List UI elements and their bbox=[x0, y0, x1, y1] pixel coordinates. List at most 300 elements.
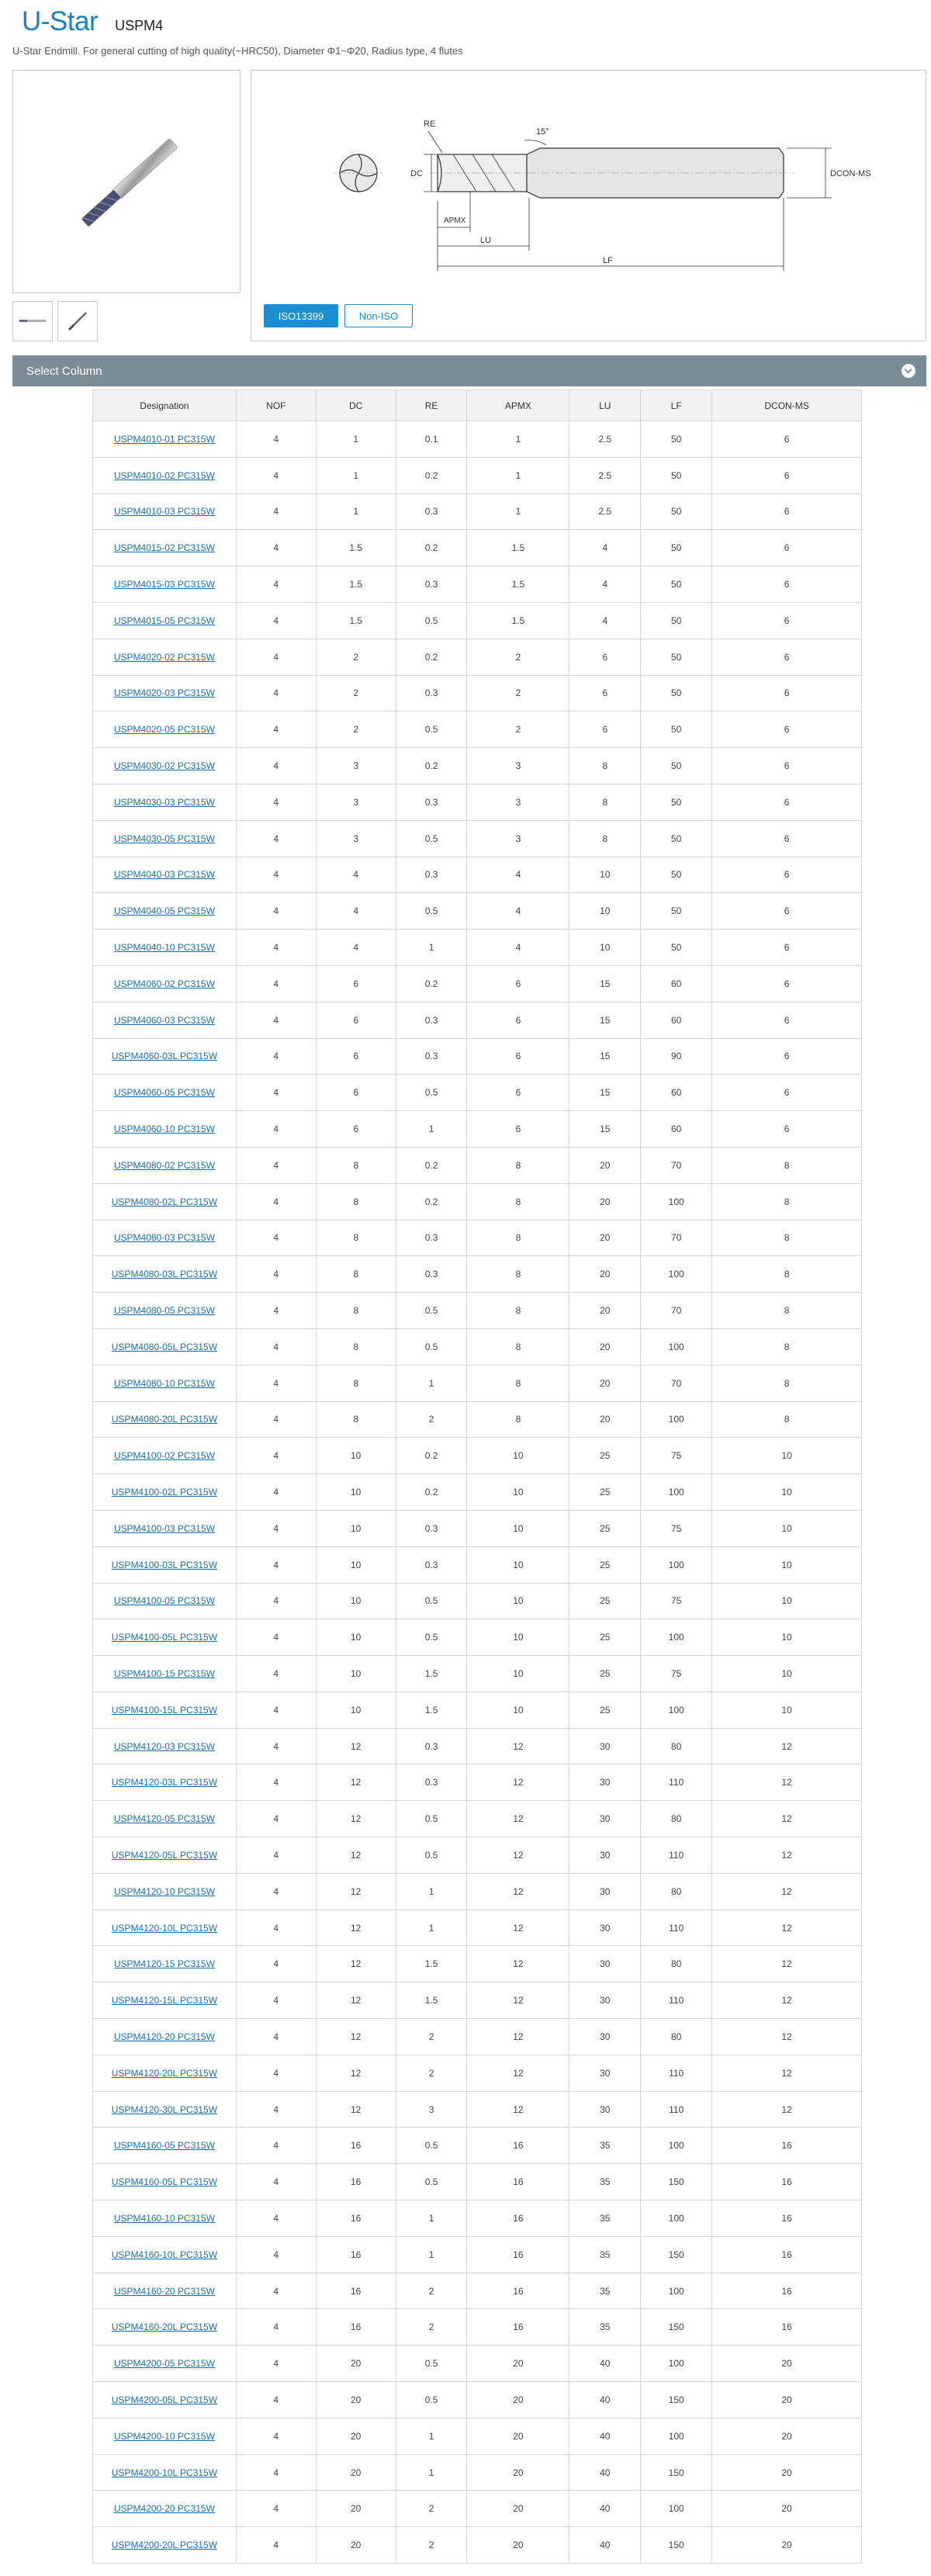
table-row bbox=[93, 1728, 862, 1764]
cell-nof: 4 bbox=[236, 1147, 316, 1183]
cell-lu: 35 bbox=[569, 2273, 641, 2309]
select-column-bar[interactable] bbox=[12, 355, 926, 386]
designation-link[interactable]: USPM4200-05 PC315W bbox=[113, 2358, 215, 2370]
cell-designation bbox=[93, 1075, 237, 1111]
cell-designation bbox=[93, 675, 237, 712]
table-row bbox=[93, 2273, 862, 2309]
cell-dc: 2 bbox=[316, 712, 396, 748]
cell-dcon-ms: 10 bbox=[712, 1691, 862, 1728]
table-row bbox=[93, 530, 862, 566]
cell-apmx: 10 bbox=[467, 1691, 569, 1728]
label-lf: LF bbox=[603, 256, 613, 265]
cell-dc: 1.5 bbox=[316, 530, 396, 566]
cell-dc: 3 bbox=[316, 748, 396, 784]
cell-nof: 4 bbox=[236, 1619, 316, 1656]
designation-link[interactable]: USPM4120-03 PC315W bbox=[113, 1740, 215, 1752]
cell-lu: 6 bbox=[569, 712, 641, 748]
designation-link[interactable]: USPM4015-03 PC315W bbox=[113, 579, 215, 590]
cell-lf: 90 bbox=[641, 1038, 712, 1075]
cell-nof: 4 bbox=[236, 2273, 316, 2309]
cell-lf: 100 bbox=[641, 1474, 712, 1511]
cell-dcon-ms: 6 bbox=[712, 784, 862, 820]
designation-link[interactable]: USPM4020-02 PC315W bbox=[113, 651, 215, 663]
designation-link[interactable]: USPM4080-20L PC315W bbox=[111, 1414, 218, 1425]
cell-apmx: 12 bbox=[467, 2055, 569, 2091]
non-iso-button[interactable]: Non-ISO bbox=[344, 304, 413, 327]
cell-designation bbox=[93, 1546, 237, 1583]
cell-lf: 50 bbox=[641, 748, 712, 784]
table-row bbox=[93, 421, 862, 458]
cell-designation bbox=[93, 1656, 237, 1692]
cell-designation bbox=[93, 1583, 237, 1619]
cell-dc: 8 bbox=[316, 1401, 396, 1438]
cell-re: 0.2 bbox=[396, 530, 467, 566]
cell-dcon-ms: 20 bbox=[712, 2527, 862, 2564]
cell-re: 0.5 bbox=[396, 2128, 467, 2164]
cell-designation bbox=[93, 1691, 237, 1728]
cell-re: 0.3 bbox=[396, 1546, 467, 1583]
cell-dc: 16 bbox=[316, 2236, 396, 2273]
cell-lf: 80 bbox=[641, 2019, 712, 2055]
cell-designation bbox=[93, 857, 237, 893]
designation-link[interactable]: USPM4100-03 PC315W bbox=[113, 1522, 215, 1534]
cell-designation bbox=[93, 1438, 237, 1474]
designation-link[interactable]: USPM4040-03 PC315W bbox=[113, 869, 215, 881]
product-description: U-Star Endmill. For general cutting of high quality(~HRC50), Diameter Φ1~Φ20, Radius type, 4 flutes bbox=[12, 45, 463, 57]
cell-lf: 150 bbox=[641, 2454, 712, 2491]
cell-designation bbox=[93, 1328, 237, 1365]
cell-lf: 110 bbox=[641, 1982, 712, 2019]
col-header-lf[interactable]: LF bbox=[641, 390, 712, 421]
cell-dc: 8 bbox=[316, 1293, 396, 1329]
cell-dcon-ms: 6 bbox=[712, 457, 862, 493]
table-row bbox=[93, 1982, 862, 2019]
cell-lu: 25 bbox=[569, 1619, 641, 1656]
cell-apmx: 12 bbox=[467, 2019, 569, 2055]
designation-link[interactable]: USPM4020-05 PC315W bbox=[113, 724, 215, 736]
cell-nof: 4 bbox=[236, 1474, 316, 1511]
cell-apmx: 1.5 bbox=[467, 602, 569, 639]
designation-link[interactable]: USPM4080-05 PC315W bbox=[113, 1305, 215, 1317]
cell-lu: 25 bbox=[569, 1546, 641, 1583]
cell-nof: 4 bbox=[236, 857, 316, 893]
designation-link[interactable]: USPM4120-10L PC315W bbox=[111, 1922, 218, 1934]
designation-link[interactable]: USPM4080-02L PC315W bbox=[111, 1196, 218, 1207]
thumbnail-2[interactable] bbox=[57, 301, 98, 341]
cell-nof: 4 bbox=[236, 1401, 316, 1438]
thumbnail-1[interactable] bbox=[12, 301, 53, 341]
cell-dc: 12 bbox=[316, 1764, 396, 1801]
cell-nof: 4 bbox=[236, 2019, 316, 2055]
cell-dcon-ms: 8 bbox=[712, 1256, 862, 1293]
designation-link[interactable]: USPM4160-10 PC315W bbox=[113, 2212, 215, 2224]
designation-link[interactable]: USPM4160-10L PC315W bbox=[111, 2249, 218, 2260]
cell-nof: 4 bbox=[236, 1038, 316, 1075]
designation-link[interactable]: USPM4120-15 PC315W bbox=[113, 1958, 215, 1970]
cell-apmx: 3 bbox=[467, 820, 569, 857]
designation-link[interactable]: USPM4120-05L PC315W bbox=[111, 1849, 218, 1861]
cell-designation bbox=[93, 2273, 237, 2309]
cell-lu: 20 bbox=[569, 1220, 641, 1256]
col-header-lu[interactable]: LU bbox=[569, 390, 641, 421]
designation-link[interactable]: USPM4060-03 PC315W bbox=[113, 1014, 215, 1026]
cell-re: 1.5 bbox=[396, 1656, 467, 1692]
designation-link[interactable]: USPM4060-05 PC315W bbox=[113, 1087, 215, 1099]
cell-re: 2 bbox=[396, 2491, 467, 2527]
cell-dcon-ms: 16 bbox=[712, 2200, 862, 2237]
cell-dcon-ms: 6 bbox=[712, 1002, 862, 1038]
cell-lf: 100 bbox=[641, 2200, 712, 2237]
cell-lu: 35 bbox=[569, 2200, 641, 2237]
cell-re: 0.5 bbox=[396, 2382, 467, 2418]
designation-link[interactable]: USPM4160-05L PC315W bbox=[111, 2176, 218, 2188]
cell-apmx: 8 bbox=[467, 1365, 569, 1401]
table-header-row bbox=[93, 390, 862, 421]
designation-link[interactable]: USPM4200-20 PC315W bbox=[113, 2503, 215, 2515]
cell-dcon-ms: 8 bbox=[712, 1183, 862, 1220]
designation-link[interactable]: USPM4060-03L PC315W bbox=[111, 1051, 218, 1062]
cell-nof: 4 bbox=[236, 639, 316, 675]
cell-nof: 4 bbox=[236, 2418, 316, 2454]
cell-nof: 4 bbox=[236, 2309, 316, 2346]
cell-re: 2 bbox=[396, 2309, 467, 2346]
designation-link[interactable]: USPM4200-10L PC315W bbox=[111, 2467, 218, 2478]
cell-apmx: 3 bbox=[467, 784, 569, 820]
cell-apmx: 3 bbox=[467, 748, 569, 784]
designation-link[interactable]: USPM4060-10 PC315W bbox=[113, 1124, 215, 1135]
cell-dcon-ms: 6 bbox=[712, 530, 862, 566]
designation-link[interactable]: USPM4120-05 PC315W bbox=[113, 1813, 215, 1825]
designation-link[interactable]: USPM4160-20 PC315W bbox=[113, 2285, 215, 2297]
cell-apmx: 10 bbox=[467, 1510, 569, 1546]
cell-lf: 100 bbox=[641, 2128, 712, 2164]
cell-re: 0.3 bbox=[396, 1220, 467, 1256]
cell-apmx: 20 bbox=[467, 2454, 569, 2491]
cell-designation bbox=[93, 893, 237, 930]
cell-nof: 4 bbox=[236, 2454, 316, 2491]
cell-nof: 4 bbox=[236, 1546, 316, 1583]
cell-lu: 40 bbox=[569, 2527, 641, 2564]
cell-nof: 4 bbox=[236, 1075, 316, 1111]
cell-apmx: 10 bbox=[467, 1474, 569, 1511]
cell-dc: 20 bbox=[316, 2454, 396, 2491]
cell-dc: 10 bbox=[316, 1510, 396, 1546]
cell-dc: 4 bbox=[316, 857, 396, 893]
cell-nof: 4 bbox=[236, 1873, 316, 1909]
cell-apmx: 6 bbox=[467, 1075, 569, 1111]
cell-designation bbox=[93, 748, 237, 784]
brand-title: U-Star bbox=[22, 6, 99, 36]
cell-dc: 16 bbox=[316, 2200, 396, 2237]
cell-re: 1 bbox=[396, 930, 467, 966]
cell-re: 0.3 bbox=[396, 1002, 467, 1038]
designation-link[interactable]: USPM4010-03 PC315W bbox=[113, 506, 215, 518]
designation-link[interactable]: USPM4160-20L PC315W bbox=[111, 2322, 218, 2333]
cell-nof: 4 bbox=[236, 1583, 316, 1619]
cell-designation bbox=[93, 1764, 237, 1801]
cell-nof: 4 bbox=[236, 1438, 316, 1474]
col-header-designation[interactable]: Designation bbox=[93, 390, 237, 421]
col-header-nof[interactable]: NOF bbox=[236, 390, 316, 421]
cell-apmx: 8 bbox=[467, 1328, 569, 1365]
table-row bbox=[93, 2236, 862, 2273]
cell-nof: 4 bbox=[236, 893, 316, 930]
cell-lf: 100 bbox=[641, 2418, 712, 2454]
cell-designation bbox=[93, 1111, 237, 1148]
cell-nof: 4 bbox=[236, 457, 316, 493]
cell-designation bbox=[93, 2128, 237, 2164]
cell-nof: 4 bbox=[236, 2491, 316, 2527]
cell-nof: 4 bbox=[236, 493, 316, 530]
col-header-dc[interactable]: DC bbox=[316, 390, 396, 421]
table-row bbox=[93, 1147, 862, 1183]
cell-designation bbox=[93, 457, 237, 493]
designation-link[interactable]: USPM4030-05 PC315W bbox=[113, 833, 215, 844]
designation-link[interactable]: USPM4040-05 PC315W bbox=[113, 905, 215, 917]
cell-re: 2 bbox=[396, 2019, 467, 2055]
cell-dcon-ms: 20 bbox=[712, 2491, 862, 2527]
designation-link[interactable]: USPM4120-20L PC315W bbox=[111, 2067, 218, 2079]
designation-link[interactable]: USPM4120-10 PC315W bbox=[113, 1885, 215, 1897]
cell-lf: 80 bbox=[641, 1946, 712, 1982]
designation-link[interactable]: USPM4080-10 PC315W bbox=[113, 1377, 215, 1389]
cell-designation bbox=[93, 930, 237, 966]
cell-nof: 4 bbox=[236, 2346, 316, 2382]
cell-lf: 100 bbox=[641, 1328, 712, 1365]
designation-link[interactable]: USPM4200-05L PC315W bbox=[111, 2394, 218, 2405]
cell-lf: 60 bbox=[641, 1075, 712, 1111]
cell-nof: 4 bbox=[236, 1764, 316, 1801]
cell-lf: 80 bbox=[641, 1728, 712, 1764]
cell-designation bbox=[93, 1909, 237, 1946]
cell-designation bbox=[93, 1220, 237, 1256]
cell-apmx: 8 bbox=[467, 1220, 569, 1256]
cell-apmx: 2 bbox=[467, 712, 569, 748]
designation-link[interactable]: USPM4010-01 PC315W bbox=[113, 433, 215, 445]
chevron-down-icon[interactable] bbox=[902, 364, 915, 378]
designation-link[interactable]: USPM4100-05L PC315W bbox=[111, 1632, 218, 1643]
cell-lf: 100 bbox=[641, 2273, 712, 2309]
cell-lu: 25 bbox=[569, 1474, 641, 1511]
cell-dcon-ms: 6 bbox=[712, 675, 862, 712]
cell-dc: 10 bbox=[316, 1583, 396, 1619]
cell-lf: 80 bbox=[641, 1873, 712, 1909]
cell-re: 1 bbox=[396, 1365, 467, 1401]
designation-link[interactable]: USPM4080-05L PC315W bbox=[111, 1341, 218, 1352]
designation-link[interactable]: USPM4080-03L PC315W bbox=[111, 1269, 218, 1280]
end-view-icon bbox=[334, 154, 383, 192]
col-header-apmx[interactable]: APMX bbox=[467, 390, 569, 421]
cell-lu: 30 bbox=[569, 2019, 641, 2055]
cell-re: 2 bbox=[396, 2055, 467, 2091]
cell-nof: 4 bbox=[236, 1510, 316, 1546]
designation-link[interactable]: USPM4030-02 PC315W bbox=[113, 760, 215, 772]
designation-link[interactable]: USPM4030-03 PC315W bbox=[113, 796, 215, 808]
cell-lu: 30 bbox=[569, 2091, 641, 2128]
spec-table bbox=[92, 390, 862, 2564]
cell-dc: 6 bbox=[316, 1002, 396, 1038]
cell-lu: 20 bbox=[569, 1147, 641, 1183]
cell-nof: 4 bbox=[236, 1111, 316, 1148]
cell-apmx: 16 bbox=[467, 2236, 569, 2273]
cell-re: 0.2 bbox=[396, 965, 467, 1002]
cell-nof: 4 bbox=[236, 1002, 316, 1038]
cell-nof: 4 bbox=[236, 566, 316, 603]
table-row bbox=[93, 1111, 862, 1148]
table-row bbox=[93, 1401, 862, 1438]
cell-lu: 8 bbox=[569, 748, 641, 784]
cell-nof: 4 bbox=[236, 1982, 316, 2019]
cell-dc: 6 bbox=[316, 1111, 396, 1148]
cell-re: 1.5 bbox=[396, 1691, 467, 1728]
designation-link[interactable]: USPM4060-02 PC315W bbox=[113, 978, 215, 989]
cell-lu: 30 bbox=[569, 1946, 641, 1982]
cell-lf: 50 bbox=[641, 784, 712, 820]
designation-link[interactable]: USPM4120-30L PC315W bbox=[111, 2103, 218, 2115]
cell-designation bbox=[93, 1038, 237, 1075]
cell-re: 1 bbox=[396, 2418, 467, 2454]
cell-re: 0.2 bbox=[396, 748, 467, 784]
table-row bbox=[93, 1438, 862, 1474]
table-row bbox=[93, 2418, 862, 2454]
designation-link[interactable]: USPM4200-10 PC315W bbox=[113, 2430, 215, 2442]
cell-dc: 12 bbox=[316, 1946, 396, 1982]
designation-link[interactable]: USPM4120-15L PC315W bbox=[111, 1995, 218, 2006]
cell-designation bbox=[93, 602, 237, 639]
table-row bbox=[93, 1038, 862, 1075]
cell-lu: 35 bbox=[569, 2236, 641, 2273]
cell-lf: 75 bbox=[641, 1656, 712, 1692]
cell-apmx: 8 bbox=[467, 1183, 569, 1220]
cell-dcon-ms: 20 bbox=[712, 2418, 862, 2454]
cell-dcon-ms: 6 bbox=[712, 1075, 862, 1111]
cell-lf: 100 bbox=[641, 1546, 712, 1583]
designation-link[interactable]: USPM4015-02 PC315W bbox=[113, 542, 215, 554]
cell-nof: 4 bbox=[236, 1801, 316, 1837]
cell-nof: 4 bbox=[236, 1728, 316, 1764]
designation-link[interactable]: USPM4100-15 PC315W bbox=[113, 1667, 215, 1679]
designation-link[interactable]: USPM4200-20L PC315W bbox=[111, 2540, 218, 2551]
table-row bbox=[93, 2309, 862, 2346]
cell-re: 0.2 bbox=[396, 1147, 467, 1183]
table-row bbox=[93, 1075, 862, 1111]
cell-dc: 6 bbox=[316, 1075, 396, 1111]
designation-link[interactable]: USPM4120-03L PC315W bbox=[111, 1777, 218, 1788]
cell-nof: 4 bbox=[236, 1293, 316, 1329]
cell-dc: 3 bbox=[316, 820, 396, 857]
designation-link[interactable]: USPM4100-15L PC315W bbox=[111, 1704, 218, 1716]
table-row bbox=[93, 2128, 862, 2164]
cell-dcon-ms: 10 bbox=[712, 1474, 862, 1511]
cell-dc: 10 bbox=[316, 1474, 396, 1511]
cell-dcon-ms: 6 bbox=[712, 930, 862, 966]
cell-dcon-ms: 6 bbox=[712, 566, 862, 603]
cell-dc: 2 bbox=[316, 675, 396, 712]
cell-apmx: 1 bbox=[467, 493, 569, 530]
cell-dcon-ms: 12 bbox=[712, 1728, 862, 1764]
designation-link[interactable]: USPM4100-02L PC315W bbox=[111, 1487, 218, 1497]
cell-lf: 50 bbox=[641, 602, 712, 639]
cell-designation bbox=[93, 2491, 237, 2527]
cell-dc: 1.5 bbox=[316, 602, 396, 639]
cell-nof: 4 bbox=[236, 421, 316, 458]
table-row bbox=[93, 1002, 862, 1038]
cell-lf: 150 bbox=[641, 2164, 712, 2200]
cell-re: 1.5 bbox=[396, 1946, 467, 1982]
cell-lf: 50 bbox=[641, 639, 712, 675]
designation-link[interactable]: USPM4120-20 PC315W bbox=[113, 2031, 215, 2042]
cell-lf: 100 bbox=[641, 2346, 712, 2382]
label-dc: DC bbox=[410, 169, 423, 178]
designation-link[interactable]: USPM4040-10 PC315W bbox=[113, 942, 215, 954]
designation-link[interactable]: USPM4100-02 PC315W bbox=[113, 1450, 215, 1462]
cell-dcon-ms: 16 bbox=[712, 2309, 862, 2346]
iso13399-button[interactable]: ISO13399 bbox=[264, 304, 338, 327]
designation-link[interactable]: USPM4020-03 PC315W bbox=[113, 687, 215, 699]
cell-lu: 40 bbox=[569, 2418, 641, 2454]
designation-link[interactable]: USPM4010-02 PC315W bbox=[113, 469, 215, 481]
technical-drawing-panel bbox=[251, 70, 926, 341]
cell-dc: 12 bbox=[316, 2019, 396, 2055]
cell-dcon-ms: 8 bbox=[712, 1220, 862, 1256]
cell-designation bbox=[93, 2418, 237, 2454]
cell-apmx: 12 bbox=[467, 1801, 569, 1837]
cell-apmx: 12 bbox=[467, 1946, 569, 1982]
table-row bbox=[93, 2019, 862, 2055]
cell-apmx: 12 bbox=[467, 1728, 569, 1764]
cell-re: 0.5 bbox=[396, 712, 467, 748]
table-row bbox=[93, 2527, 862, 2564]
select-column-label: Select Column bbox=[26, 364, 102, 378]
cell-dc: 16 bbox=[316, 2309, 396, 2346]
cell-lf: 70 bbox=[641, 1220, 712, 1256]
cell-dc: 1 bbox=[316, 493, 396, 530]
cell-dc: 2 bbox=[316, 639, 396, 675]
table-row bbox=[93, 639, 862, 675]
cell-lu: 25 bbox=[569, 1583, 641, 1619]
cell-lu: 35 bbox=[569, 2164, 641, 2200]
cell-lu: 30 bbox=[569, 1764, 641, 1801]
table-row bbox=[93, 820, 862, 857]
cell-dc: 8 bbox=[316, 1147, 396, 1183]
designation-link[interactable]: USPM4015-05 PC315W bbox=[113, 615, 215, 626]
cell-nof: 4 bbox=[236, 2200, 316, 2237]
cell-re: 0.3 bbox=[396, 857, 467, 893]
cell-re: 0.2 bbox=[396, 1183, 467, 1220]
cell-designation bbox=[93, 1801, 237, 1837]
designation-link[interactable]: USPM4100-03L PC315W bbox=[111, 1559, 218, 1570]
cell-dcon-ms: 6 bbox=[712, 748, 862, 784]
designation-link[interactable]: USPM4080-03 PC315W bbox=[113, 1232, 215, 1244]
cell-lu: 8 bbox=[569, 784, 641, 820]
cell-re: 0.5 bbox=[396, 2346, 467, 2382]
designation-link[interactable]: USPM4100-05 PC315W bbox=[113, 1595, 215, 1607]
designation-link[interactable]: USPM4160-05 PC315W bbox=[113, 2140, 215, 2152]
cell-dcon-ms: 6 bbox=[712, 602, 862, 639]
designation-link[interactable]: USPM4080-02 PC315W bbox=[113, 1159, 215, 1171]
table-row bbox=[93, 1583, 862, 1619]
col-header-dcon-ms[interactable]: DCON-MS bbox=[712, 390, 862, 421]
cell-dc: 8 bbox=[316, 1220, 396, 1256]
cell-nof: 4 bbox=[236, 530, 316, 566]
col-header-re[interactable]: RE bbox=[396, 390, 467, 421]
cell-dcon-ms: 16 bbox=[712, 2273, 862, 2309]
cell-dcon-ms: 6 bbox=[712, 1111, 862, 1148]
cell-apmx: 6 bbox=[467, 1038, 569, 1075]
cell-dc: 20 bbox=[316, 2382, 396, 2418]
cell-designation bbox=[93, 2346, 237, 2382]
tool-side-view bbox=[430, 148, 794, 198]
